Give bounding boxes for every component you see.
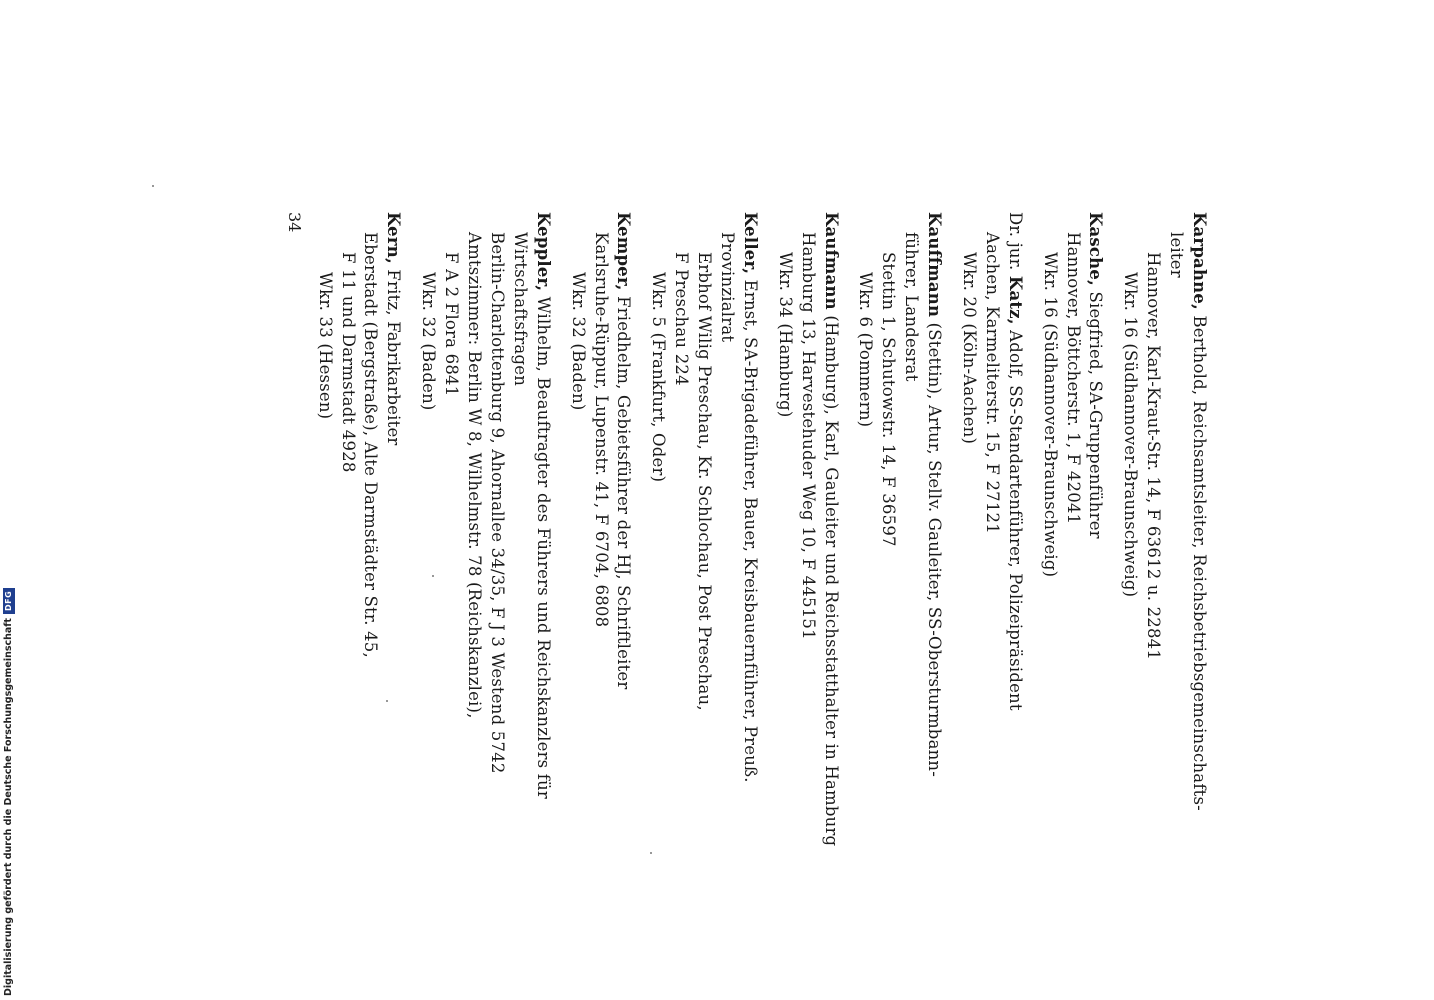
- entry-name: Kauffmann: [925, 212, 945, 318]
- entry-kaufmann: [773, 212, 842, 847]
- entry-line: Stettin 1, Schutowstr. 14, F 36597: [879, 252, 899, 547]
- entry-kemper: [566, 212, 635, 772]
- entry-text: Wilhelm, Beauftragter des Führers und Reichskanzlers für: [533, 296, 553, 800]
- scan-speck: [650, 852, 652, 854]
- entry-name: Kaufmann: [821, 212, 841, 310]
- entry-line: Aachen, Karmeliterstr. 15, F 27121: [982, 232, 1002, 534]
- entry-line: Hannover, Böttcherstr. 1, F 42041: [1063, 232, 1083, 525]
- entry-line: Erbhof Wilig Preschau, Kr. Schlochau, Post Preschau,: [695, 252, 715, 711]
- scan-speck: [432, 575, 434, 577]
- entry-line: Karlsruhe-Rüppur, Lupenstr. 41, F 6704, 6808: [591, 232, 611, 628]
- entry-text: (Stettin), Artur, Stellv. Gauleiter, SS-Obersturmbann-: [925, 322, 945, 778]
- digitization-note: [2, 588, 16, 996]
- entry-line: führer, Landesrat: [902, 232, 922, 382]
- entry-kern: [313, 212, 405, 772]
- entry-line: Hamburg 13, Harvestehuder Weg 10, F 445151: [798, 232, 818, 640]
- entry-katz: [957, 212, 1026, 772]
- entry-text: Friedhelm, Gebietsführer der HJ, Schriftleiter: [614, 296, 634, 690]
- entry-line: Wkr. 32 (Baden): [419, 272, 439, 411]
- entry-name: Keppler,: [533, 212, 553, 292]
- entry-line: Provinzialrat: [717, 232, 737, 343]
- entry-line: Wirtschaftsfragen: [510, 232, 530, 387]
- dfg-logo-icon: DFG: [3, 588, 15, 614]
- entry-line: Wkr. 20 (Köln-Aachen): [959, 252, 979, 445]
- entry-text: Siegfried, SA-Gruppenführer: [1086, 291, 1106, 539]
- entry-name: Katz,: [1005, 275, 1025, 325]
- entry-first-line: [382, 212, 405, 772]
- entry-line: Wkr. 16 (Südhannover-Braunschweig): [1040, 252, 1060, 578]
- directory-entries: [280, 212, 1210, 847]
- scan-speck: [386, 700, 388, 702]
- entry-line: Berlin-Charlottenburg 9, Ahornallee 34/35, F J 3 Westend 5742: [487, 232, 507, 774]
- entry-line: F Preschau 224: [672, 252, 692, 386]
- entry-name: Kemper,: [614, 212, 634, 291]
- entry-name: Kern,: [384, 212, 404, 264]
- entry-line: Eberstadt (Bergstraße), Alte Darmstädter Str. 45,: [361, 232, 381, 658]
- entry-kasche: [1038, 212, 1107, 772]
- entry-line: Wkr. 33 (Hessen): [315, 272, 335, 420]
- entry-first-line: [1003, 212, 1026, 772]
- entry-first-line: [612, 212, 635, 772]
- entry-karpahne: [1118, 212, 1210, 811]
- entry-line: leiter: [1167, 232, 1187, 278]
- entry-first-line: [819, 212, 842, 847]
- page-number: 34: [285, 212, 304, 233]
- entry-keller: [646, 212, 760, 783]
- scan-speck: [152, 185, 154, 187]
- entry-line: Amtszimmer: Berlin W 8, Wilhelmstr. 78 (Reichskanzlei),: [465, 232, 485, 719]
- entry-text: Berthold, Reichsamtsleiter, Reichsbetriebsgemeinschafts-: [1190, 315, 1209, 811]
- entry-line: Hannover, Karl-Kraut-Str. 14, F 63612 u. 22841: [1144, 252, 1164, 661]
- entry-line: F A 2 Flora 6841: [442, 252, 462, 397]
- entry-prefix: Dr. jur.: [1005, 212, 1025, 271]
- entry-keppler: [416, 212, 553, 800]
- entry-kauffmann: [854, 212, 946, 778]
- entry-name: Karpahne,: [1190, 212, 1209, 310]
- entry-line: Wkr. 5 (Frankfurt, Oder): [649, 272, 669, 483]
- entry-first-line: [922, 212, 945, 778]
- entry-line: F 11 und Darmstadt 4928: [338, 252, 358, 473]
- entry-line: Wkr. 34 (Hamburg): [775, 252, 795, 418]
- entry-line: Wkr. 6 (Pommern): [856, 272, 876, 428]
- entry-first-line: [1187, 212, 1210, 811]
- entry-text: Adolf, SS-Standartenführer, Polizeipräsident: [1005, 330, 1025, 711]
- entry-first-line: [531, 212, 554, 800]
- entry-first-line: [738, 212, 761, 783]
- entry-line: Wkr. 32 (Baden): [568, 272, 588, 411]
- entry-name: Keller,: [740, 212, 760, 275]
- entry-name: Kasche,: [1086, 212, 1106, 287]
- entry-text: Ernst, SA-Brigadeführer, Bauer, Kreisbauernführer, Preuß.: [740, 279, 760, 783]
- entry-line: Wkr. 16 (Südhannover-Braunschweig): [1121, 272, 1141, 598]
- digitization-text: Digitalisierung gefördert durch die Deutsche Forschungsgemeinschaft: [3, 618, 14, 996]
- entry-first-line: [1084, 212, 1107, 772]
- entry-text: (Hamburg), Karl, Gauleiter und Reichsstatthalter in Hamburg: [821, 315, 841, 847]
- entry-text: Fritz, Fabrikarbeiter: [384, 269, 404, 446]
